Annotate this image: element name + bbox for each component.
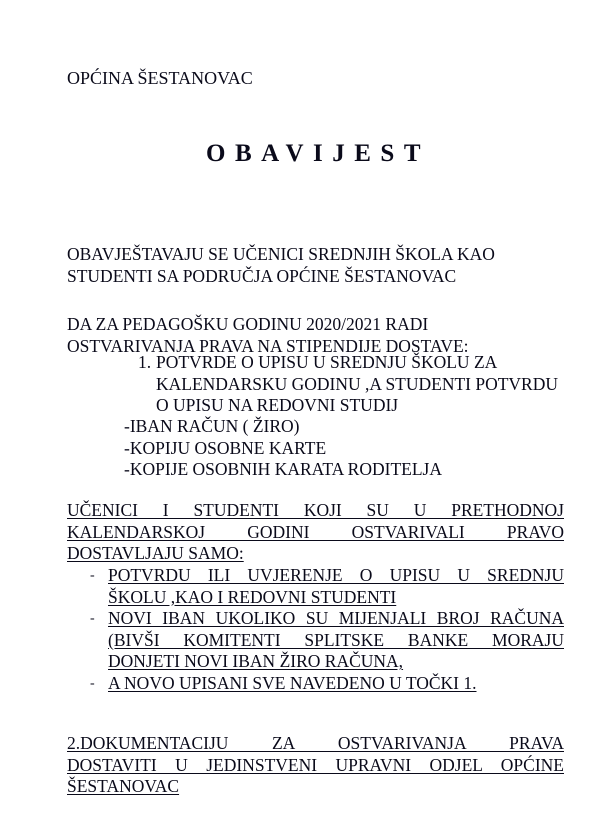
submission-line: ŠESTANOVAC [67, 776, 180, 796]
numbered-item-text [156, 352, 559, 417]
list-item [67, 608, 564, 673]
year-line: OSTVARIVANJA PRAVA NA STIPENDIJE DOSTAVE: [67, 335, 469, 356]
returning-students-paragraph [67, 500, 564, 565]
list-item [67, 565, 564, 608]
submission-line: 2.DOKUMENTACIJU ZA OSTVARIVANJA PRAVA [67, 733, 564, 753]
list-item: -IBAN RAČUN ( ŽIRO) [124, 416, 300, 436]
intro-line: OBAVJEŠTAVAJU SE UČENICI SREDNJIH ŠKOLA KAO [67, 244, 495, 264]
list-item [67, 673, 564, 695]
list-item: -KOPIJU OSOBNE KARTE [124, 437, 327, 458]
bullet-line: (BIVŠI KOMITENTI SPLITSKE BANKE MORAJU [108, 629, 564, 650]
list-number: 1. [138, 352, 152, 372]
dash-bullet-icon: - [90, 568, 95, 583]
bullet-line: POTVRDU ILI UVJERENJE O UPISU U SREDNJU [108, 565, 564, 585]
submission-paragraph [67, 733, 564, 798]
bullet-line: NOVI IBAN UKOLIKO SU MIJENJALI BROJ RAČUNA [108, 608, 564, 628]
bullet-line: DONJETI NOVI IBAN ŽIRO RAČUNA, [108, 651, 404, 671]
municipality-name: OPĆINA ŠESTANOVAC [67, 68, 253, 88]
returning-requirements-list [67, 565, 564, 694]
returning-line: DOSTAVLJAJU SAMO: [67, 543, 244, 563]
intro-paragraph [67, 244, 564, 287]
dash-bullet-icon: - [90, 675, 95, 691]
dash-bullet-icon: - [90, 611, 95, 626]
required-documents-list [124, 416, 442, 481]
submission-line: DOSTAVITI U JEDINSTVENI UPRAVNI ODJEL OPĆINE [67, 754, 564, 775]
intro-line: STUDENTI SA PODRUČJA OPĆINE ŠESTANOVAC [67, 265, 457, 286]
list-item: -KOPIJE OSOBNIH KARATA RODITELJA [124, 459, 442, 479]
bullet-line: ŠKOLU ,KAO I REDOVNI STUDENTI [108, 586, 397, 607]
numbered-item-line: O UPISU NA REDOVNI STUDIJ [156, 395, 399, 415]
returning-line: KALENDARSKOJ GODINI OSTVARIVALI PRAVO [67, 521, 564, 542]
year-line: DA ZA PEDAGOŠKU GODINU 2020/2021 RADI [67, 314, 429, 334]
year-paragraph [67, 314, 564, 357]
numbered-item-line: KALENDARSKU GODINU ,A STUDENTI POTVRDU [156, 373, 559, 394]
bullet-line: A NOVO UPISANI SVE NAVEDENO U TOČKI 1. [108, 672, 477, 693]
notice-title: OBAVIJEST [206, 140, 430, 167]
returning-line: UČENICI I STUDENTI KOJI SU U PRETHODNOJ [67, 500, 564, 520]
numbered-item-line: POTVRDE O UPISU U SREDNJU ŠKOLU ZA [156, 352, 498, 372]
